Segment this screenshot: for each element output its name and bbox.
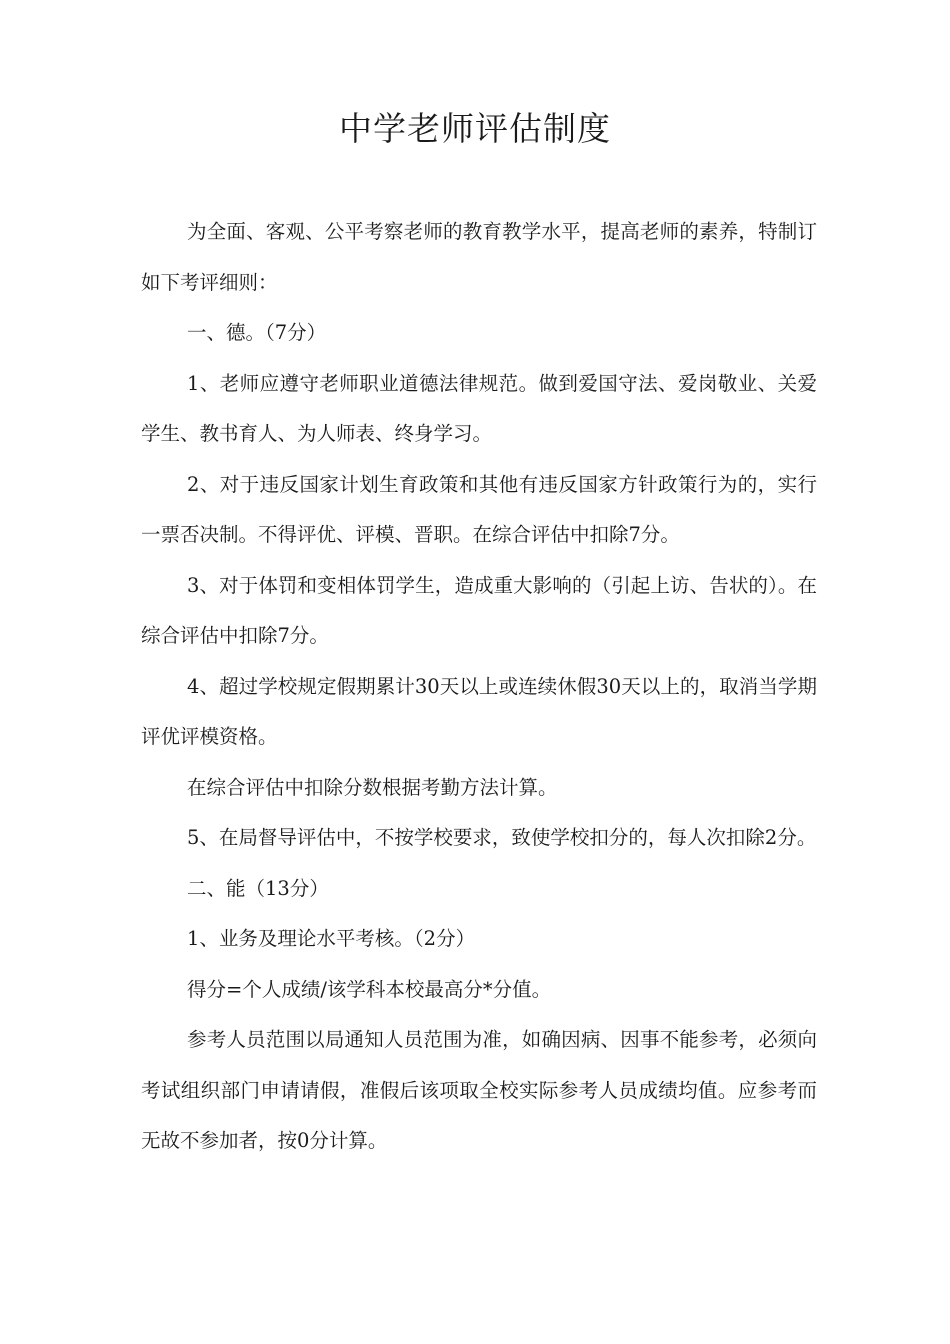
- section-heading-ability: 二、能（13分）: [187, 876, 329, 900]
- paragraph-item-3: 3、对于体罚和变相体罚学生，造成重大影响的（引起上访、告状的）。在综合评估中扣除7分。: [141, 573, 817, 647]
- paragraph-item-5: 5、在局督导评估中，不按学校要求，致使学校扣分的，每人次扣除2分。: [187, 826, 817, 849]
- paragraph-item-2: 2、对于违反国家计划生育政策和其他有违反国家方针政策行为的，实行一票否决制。不得评优、评模、晋职。在综合评估中扣除7分。: [141, 472, 817, 546]
- paragraph-score-formula: 得分=个人成绩/该学科本校最高分*分值。: [187, 977, 552, 1001]
- document-body: [141, 207, 817, 1167]
- paragraph-item-1: 1、老师应遵守老师职业道德法律规范。做到爱国守法、爱岗敬业、关爱学生、教书育人、为人师表、终身学习。: [141, 371, 817, 445]
- paragraph-attendance-note: 在综合评估中扣除分数根据考勤方法计算。: [187, 775, 558, 799]
- paragraph-participants: 参考人员范围以局通知人员范围为准，如确因病、因事不能参考，必须向考试组织部门申请请假，准假后该项取全校实际参考人员成绩均值。应参考而无故不参加者，按0分计算。: [141, 1028, 817, 1152]
- section-heading-morality: 一、德。（7分）: [187, 321, 327, 344]
- paragraph-intro: 为全面、客观、公平考察老师的教育教学水平，提高老师的素养，特制订如下考评细则：: [141, 220, 817, 294]
- paragraph-item-4: 4、超过学校规定假期累计30天以上或连续休假30天以上的，取消当学期评优评模资格。: [141, 674, 817, 748]
- paragraph-ability-item-1: 1、业务及理论水平考核。（2分）: [187, 927, 476, 950]
- document-title: 中学老师评估制度: [339, 109, 611, 148]
